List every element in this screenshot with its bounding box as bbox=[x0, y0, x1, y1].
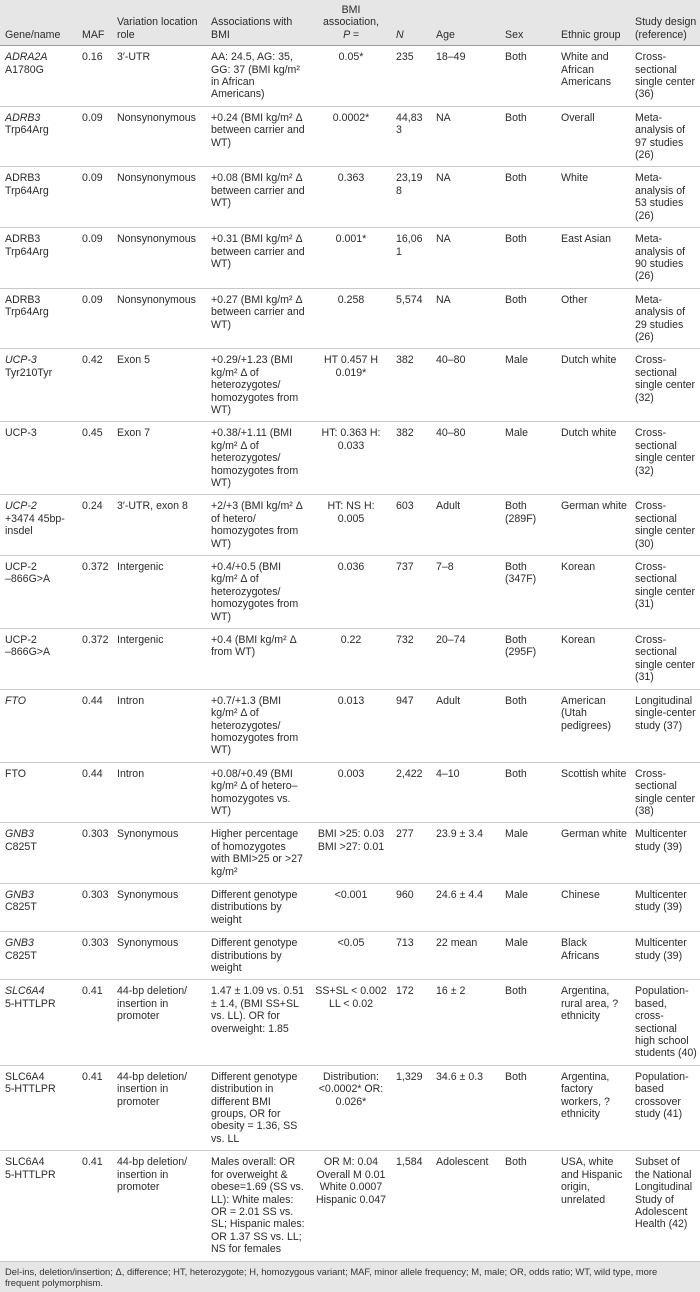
gene-cell bbox=[0, 106, 77, 167]
study-design-cell: Cross-sectional single center (31) bbox=[630, 629, 700, 690]
gene-variant: C825T bbox=[5, 840, 37, 853]
sex-cell: Both bbox=[500, 106, 556, 167]
study-design-cell: Meta-analysis of 53 studies (26) bbox=[630, 167, 700, 228]
p-value-cell: 0.001* bbox=[309, 228, 391, 289]
gene-cell bbox=[0, 932, 77, 980]
n-cell: 382 bbox=[391, 422, 431, 495]
association-cell: +0.08 (BMI kg/m² Δ between carrier and WT) bbox=[206, 167, 309, 228]
association-cell: +2/+3 (BMI kg/m² Δ of hetero/ homozygotes from WT) bbox=[206, 495, 309, 556]
table-row bbox=[0, 422, 700, 495]
sex-cell: Male bbox=[500, 349, 556, 422]
gene-cell bbox=[0, 823, 77, 884]
gene-symbol: ADRB3 bbox=[5, 293, 41, 306]
age-cell: 16 ± 2 bbox=[431, 980, 500, 1065]
p-value-cell: 0.036 bbox=[309, 556, 391, 629]
variation-cell: Exon 5 bbox=[112, 349, 206, 422]
p-value-cell: SS+SL < 0.002 LL < 0.02 bbox=[309, 980, 391, 1065]
p-value-cell: 0.05* bbox=[309, 46, 391, 107]
variation-cell: 3′-UTR bbox=[112, 46, 206, 107]
gene-symbol: GNB3 bbox=[5, 828, 34, 841]
maf-cell: 0.09 bbox=[77, 228, 112, 289]
maf-cell: 0.16 bbox=[77, 46, 112, 107]
table-row bbox=[0, 629, 700, 690]
p-value-cell: <0.001 bbox=[309, 883, 391, 931]
age-cell: 24.6 ± 4.4 bbox=[431, 883, 500, 931]
age-cell: 4–10 bbox=[431, 762, 500, 823]
table-row bbox=[0, 228, 700, 289]
table-row bbox=[0, 288, 700, 349]
gene-cell bbox=[0, 495, 77, 556]
variation-cell: Synonymous bbox=[112, 883, 206, 931]
ethnic-group-cell: Dutch white bbox=[556, 349, 630, 422]
ethnic-group-cell: Korean bbox=[556, 556, 630, 629]
association-cell: 1.47 ± 1.09 vs. 0.51 ± 1.4, (BMI SS+SL vs. LL). OR for overweight: 1.85 bbox=[206, 980, 309, 1065]
table-row bbox=[0, 980, 700, 1065]
variation-cell: Synonymous bbox=[112, 932, 206, 980]
association-cell: +0.31 (BMI kg/m² Δ between carrier and WT) bbox=[206, 228, 309, 289]
maf-cell: 0.24 bbox=[77, 495, 112, 556]
age-cell: NA bbox=[431, 167, 500, 228]
gene-symbol: UCP-2 bbox=[5, 561, 37, 574]
n-cell: 16,061 bbox=[391, 228, 431, 289]
age-cell: NA bbox=[431, 288, 500, 349]
p-value-cell: 0.22 bbox=[309, 629, 391, 690]
header-gene: Gene/name bbox=[0, 0, 77, 46]
age-cell: NA bbox=[431, 106, 500, 167]
gene-cell bbox=[0, 288, 77, 349]
table-row bbox=[0, 689, 700, 762]
ethnic-group-cell: Korean bbox=[556, 629, 630, 690]
ethnic-group-cell: Argentina, rural area, ? ethnicity bbox=[556, 980, 630, 1065]
gene-symbol: GNB3 bbox=[5, 937, 34, 950]
header-associations: Associations with BMI bbox=[206, 0, 309, 46]
gene-variant: Tyr210Tyr bbox=[5, 366, 53, 379]
table-row bbox=[0, 349, 700, 422]
sex-cell: Male bbox=[500, 883, 556, 931]
study-design-cell: Meta-analysis of 29 studies (26) bbox=[630, 288, 700, 349]
sex-cell: Both bbox=[500, 167, 556, 228]
maf-cell: 0.372 bbox=[77, 629, 112, 690]
table-row bbox=[0, 762, 700, 823]
gene-cell bbox=[0, 689, 77, 762]
variation-cell: Nonsynonymous bbox=[112, 106, 206, 167]
n-cell: 235 bbox=[391, 46, 431, 107]
maf-cell: 0.44 bbox=[77, 689, 112, 762]
gene-variant: 5-HTTLPR bbox=[5, 1083, 56, 1096]
gene-cell bbox=[0, 556, 77, 629]
study-design-cell: Population-based, cross-sectional high school students (40) bbox=[630, 980, 700, 1065]
gene-symbol: FTO bbox=[5, 767, 26, 780]
gene-cell bbox=[0, 1065, 77, 1150]
sex-cell: Male bbox=[500, 823, 556, 884]
gene-variant: –866G>A bbox=[5, 573, 51, 586]
study-design-cell: Cross-sectional single center (32) bbox=[630, 349, 700, 422]
table-row bbox=[0, 932, 700, 980]
n-cell: 1,329 bbox=[391, 1065, 431, 1150]
p-value-cell: 0.0002* bbox=[309, 106, 391, 167]
n-cell: 960 bbox=[391, 883, 431, 931]
sex-cell: Both bbox=[500, 1065, 556, 1150]
age-cell: 7–8 bbox=[431, 556, 500, 629]
gene-symbol: UCP-3 bbox=[5, 354, 37, 367]
gene-cell bbox=[0, 883, 77, 931]
age-cell: 34.6 ± 0.3 bbox=[431, 1065, 500, 1150]
variation-cell: 3′-UTR, exon 8 bbox=[112, 495, 206, 556]
gene-cell bbox=[0, 228, 77, 289]
association-cell: Higher percentage of homozygotes with BMI>25 or >27 kg/m² bbox=[206, 823, 309, 884]
study-design-cell: Meta-analysis of 90 studies (26) bbox=[630, 228, 700, 289]
study-design-cell: Cross-sectional single center (36) bbox=[630, 46, 700, 107]
variation-cell: Intergenic bbox=[112, 629, 206, 690]
ethnic-group-cell: Argentina, factory workers, ? ethnicity bbox=[556, 1065, 630, 1150]
header-sex: Sex bbox=[500, 0, 556, 46]
maf-cell: 0.303 bbox=[77, 932, 112, 980]
gene-cell bbox=[0, 46, 77, 107]
gene-symbol: FTO bbox=[5, 694, 26, 707]
table-row bbox=[0, 556, 700, 629]
gene-variant: Trp64Arg bbox=[5, 245, 49, 258]
variation-cell: Intergenic bbox=[112, 556, 206, 629]
gene-variant: A1780G bbox=[5, 63, 44, 76]
study-design-cell: Meta-analysis of 97 studies (26) bbox=[630, 106, 700, 167]
sex-cell: Both (289F) bbox=[500, 495, 556, 556]
n-cell: 737 bbox=[391, 556, 431, 629]
ethnic-group-cell: White and African Americans bbox=[556, 46, 630, 107]
age-cell: Adult bbox=[431, 495, 500, 556]
maf-cell: 0.41 bbox=[77, 1065, 112, 1150]
association-cell: +0.29/+1.23 (BMI kg/m² Δ of heterozygotes/ homozygotes from WT) bbox=[206, 349, 309, 422]
ethnic-group-cell: German white bbox=[556, 823, 630, 884]
p-value-cell: 0.363 bbox=[309, 167, 391, 228]
age-cell: NA bbox=[431, 228, 500, 289]
age-cell: Adolescent bbox=[431, 1151, 500, 1261]
ethnic-group-cell: Dutch white bbox=[556, 422, 630, 495]
gene-cell bbox=[0, 629, 77, 690]
gene-symbol: ADRB3 bbox=[5, 111, 41, 124]
gene-cell bbox=[0, 762, 77, 823]
table-body bbox=[0, 46, 700, 1261]
variation-cell: Intron bbox=[112, 762, 206, 823]
table-row bbox=[0, 823, 700, 884]
p-value-cell: 0.013 bbox=[309, 689, 391, 762]
header-ethnic: Ethnic group bbox=[556, 0, 630, 46]
sex-cell: Male bbox=[500, 932, 556, 980]
p-value-cell: HT: NS H: 0.005 bbox=[309, 495, 391, 556]
n-cell: 2,422 bbox=[391, 762, 431, 823]
p-value-cell: HT: 0.363 H: 0.033 bbox=[309, 422, 391, 495]
gene-symbol: UCP-2 bbox=[5, 634, 37, 647]
p-value-cell: OR M: 0.04 Overall M 0.01 White 0.0007 Hispanic 0.047 bbox=[309, 1151, 391, 1261]
variation-cell: Exon 7 bbox=[112, 422, 206, 495]
sex-cell: Both bbox=[500, 689, 556, 762]
gene-variant: Trp64Arg bbox=[5, 306, 49, 319]
gene-symbol: SLC6A4 bbox=[5, 1156, 45, 1169]
n-cell: 732 bbox=[391, 629, 431, 690]
gene-variant: Trp64Arg bbox=[5, 124, 49, 137]
study-design-cell: Subset of the National Longitudinal Study of Adolescent Health (42) bbox=[630, 1151, 700, 1261]
association-cell: +0.4/+0.5 (BMI kg/m² Δ of heterozygotes/ homozygotes from WT) bbox=[206, 556, 309, 629]
variation-cell: Intron bbox=[112, 689, 206, 762]
study-design-cell: Cross-sectional single center (38) bbox=[630, 762, 700, 823]
maf-cell: 0.372 bbox=[77, 556, 112, 629]
study-design-cell: Multicenter study (39) bbox=[630, 823, 700, 884]
association-cell: +0.7/+1.3 (BMI kg/m² Δ of heterozygotes/ homozygotes from WT) bbox=[206, 689, 309, 762]
age-cell: 20–74 bbox=[431, 629, 500, 690]
association-cell: Males overall: OR for overweight & obese=1.69 (SS vs. LL): White males: OR = 2.01 SS vs. SL; Hispanic males: OR 1.37 SS vs. LL; NS for females bbox=[206, 1151, 309, 1261]
age-cell: 40–80 bbox=[431, 422, 500, 495]
maf-cell: 0.41 bbox=[77, 980, 112, 1065]
header-age: Age bbox=[431, 0, 500, 46]
table-footnote: Del-ins, deletion/insertion; Δ, difference; HT, heterozygote; H, homozygous variant; MAF, minor allele frequency; M, male; OR, odds ratio; WT, wild type, more frequent polymorphism. bbox=[0, 1262, 700, 1292]
study-design-cell: Cross-sectional single center (31) bbox=[630, 556, 700, 629]
sex-cell: Both bbox=[500, 228, 556, 289]
gene-symbol: UCP-3 bbox=[5, 427, 37, 440]
variation-cell: 44-bp deletion/ insertion in promoter bbox=[112, 1065, 206, 1150]
age-cell: Adult bbox=[431, 689, 500, 762]
variation-cell: Nonsynonymous bbox=[112, 167, 206, 228]
n-cell: 382 bbox=[391, 349, 431, 422]
ethnic-group-cell: East Asian bbox=[556, 228, 630, 289]
header-maf: MAF bbox=[77, 0, 112, 46]
n-cell: 713 bbox=[391, 932, 431, 980]
gene-cell bbox=[0, 980, 77, 1065]
ethnic-group-cell: Scottish white bbox=[556, 762, 630, 823]
n-cell: 1,584 bbox=[391, 1151, 431, 1261]
sex-cell: Both bbox=[500, 288, 556, 349]
maf-cell: 0.303 bbox=[77, 883, 112, 931]
header-design: Study design (reference) bbox=[630, 0, 700, 46]
association-cell: +0.27 (BMI kg/m² Δ between carrier and WT) bbox=[206, 288, 309, 349]
study-design-cell: Longitudinal single-center study (37) bbox=[630, 689, 700, 762]
gene-symbol: ADRB3 bbox=[5, 172, 41, 185]
sex-cell: Both (347F) bbox=[500, 556, 556, 629]
header-n: N bbox=[391, 0, 431, 46]
table-row bbox=[0, 883, 700, 931]
variation-cell: 44-bp deletion/ insertion in promoter bbox=[112, 980, 206, 1065]
table-row bbox=[0, 1151, 700, 1261]
n-cell: 947 bbox=[391, 689, 431, 762]
gene-variant: C825T bbox=[5, 901, 37, 914]
ethnic-group-cell: Other bbox=[556, 288, 630, 349]
gene-variant: C825T bbox=[5, 949, 37, 962]
gene-cell bbox=[0, 349, 77, 422]
association-cell: +0.38/+1.11 (BMI kg/m² Δ of heterozygotes/ homozygotes from WT) bbox=[206, 422, 309, 495]
gene-symbol: ADRB3 bbox=[5, 233, 41, 246]
study-design-cell: Population-based crossover study (41) bbox=[630, 1065, 700, 1150]
study-design-cell: Multicenter study (39) bbox=[630, 883, 700, 931]
maf-cell: 0.09 bbox=[77, 106, 112, 167]
association-cell: Different genotype distributions by weight bbox=[206, 883, 309, 931]
ethnic-group-cell: White bbox=[556, 167, 630, 228]
gene-variant: +3474 45bp-insdel bbox=[5, 512, 65, 538]
study-design-cell: Cross-sectional single center (32) bbox=[630, 422, 700, 495]
gene-symbol: SLC6A4 bbox=[5, 1070, 45, 1083]
table-row bbox=[0, 167, 700, 228]
gene-variant: Trp64Arg bbox=[5, 184, 49, 197]
association-cell: Different genotype distributions by weight bbox=[206, 932, 309, 980]
study-design-cell: Cross-sectional single center (30) bbox=[630, 495, 700, 556]
variation-cell: Nonsynonymous bbox=[112, 288, 206, 349]
n-cell: 5,574 bbox=[391, 288, 431, 349]
gene-variant: 5-HTTLPR bbox=[5, 997, 56, 1010]
table-row bbox=[0, 106, 700, 167]
n-cell: 172 bbox=[391, 980, 431, 1065]
association-cell: +0.4 (BMI kg/m² Δ from WT) bbox=[206, 629, 309, 690]
sex-cell: Both bbox=[500, 980, 556, 1065]
age-cell: 18–49 bbox=[431, 46, 500, 107]
p-value-cell: HT 0.457 H 0.019* bbox=[309, 349, 391, 422]
ethnic-group-cell: German white bbox=[556, 495, 630, 556]
association-cell: +0.08/+0.49 (BMI kg/m² Δ of hetero– homozygotes vs. WT) bbox=[206, 762, 309, 823]
association-cell: +0.24 (BMI kg/m² Δ between carrier and WT) bbox=[206, 106, 309, 167]
ethnic-group-cell: American (Utah pedigrees) bbox=[556, 689, 630, 762]
association-cell: Different genotype distribution in different BMI groups, OR for obesity = 1.36, SS vs. LL bbox=[206, 1065, 309, 1150]
age-cell: 40–80 bbox=[431, 349, 500, 422]
association-cell: AA: 24.5, AG: 35, GG: 37 (BMI kg/m² in African Americans) bbox=[206, 46, 309, 107]
age-cell: 23.9 ± 3.4 bbox=[431, 823, 500, 884]
p-value-cell: <0.05 bbox=[309, 932, 391, 980]
gene-symbol: GNB3 bbox=[5, 888, 34, 901]
maf-cell: 0.45 bbox=[77, 422, 112, 495]
sex-cell: Both (295F) bbox=[500, 629, 556, 690]
maf-cell: 0.09 bbox=[77, 167, 112, 228]
gene-symbol: SLC6A4 bbox=[5, 985, 45, 998]
gene-cell bbox=[0, 1151, 77, 1261]
table-row bbox=[0, 1065, 700, 1150]
header-p-line1: BMI association, bbox=[323, 4, 379, 29]
gene-symbol: UCP-2 bbox=[5, 500, 37, 513]
maf-cell: 0.303 bbox=[77, 823, 112, 884]
p-value-cell: BMI >25: 0.03 BMI >27: 0.01 bbox=[309, 823, 391, 884]
table-row bbox=[0, 46, 700, 107]
header-p-value bbox=[309, 0, 391, 46]
p-value-cell: 0.003 bbox=[309, 762, 391, 823]
ethnic-group-cell: Black Africans bbox=[556, 932, 630, 980]
sex-cell: Male bbox=[500, 422, 556, 495]
gene-variant: 5-HTTLPR bbox=[5, 1168, 56, 1181]
gene-cell bbox=[0, 422, 77, 495]
n-cell: 23,198 bbox=[391, 167, 431, 228]
n-cell: 603 bbox=[391, 495, 431, 556]
sex-cell: Both bbox=[500, 1151, 556, 1261]
ethnic-group-cell: Overall bbox=[556, 106, 630, 167]
ethnic-group-cell: Chinese bbox=[556, 883, 630, 931]
maf-cell: 0.09 bbox=[77, 288, 112, 349]
header-p-line2: P = bbox=[343, 28, 359, 41]
study-design-cell: Multicenter study (39) bbox=[630, 932, 700, 980]
gene-symbol: ADRA2A bbox=[5, 51, 48, 64]
ethnic-group-cell: USA, white and Hispanic origin, unrelated bbox=[556, 1151, 630, 1261]
p-value-cell: Distribution: <0.0002* OR: 0.026* bbox=[309, 1065, 391, 1150]
sex-cell: Both bbox=[500, 762, 556, 823]
n-cell: 44,833 bbox=[391, 106, 431, 167]
header-row bbox=[0, 0, 700, 46]
gene-variant: –866G>A bbox=[5, 646, 51, 659]
table-row bbox=[0, 495, 700, 556]
sex-cell: Both bbox=[500, 46, 556, 107]
n-cell: 277 bbox=[391, 823, 431, 884]
variation-cell: 44-bp deletion/ insertion in promoter bbox=[112, 1151, 206, 1261]
maf-cell: 0.41 bbox=[77, 1151, 112, 1261]
maf-cell: 0.44 bbox=[77, 762, 112, 823]
age-cell: 22 mean bbox=[431, 932, 500, 980]
gene-cell bbox=[0, 167, 77, 228]
maf-cell: 0.42 bbox=[77, 349, 112, 422]
variation-cell: Nonsynonymous bbox=[112, 228, 206, 289]
variation-cell: Synonymous bbox=[112, 823, 206, 884]
header-variation: Variation location role bbox=[112, 0, 206, 46]
p-value-cell: 0.258 bbox=[309, 288, 391, 349]
